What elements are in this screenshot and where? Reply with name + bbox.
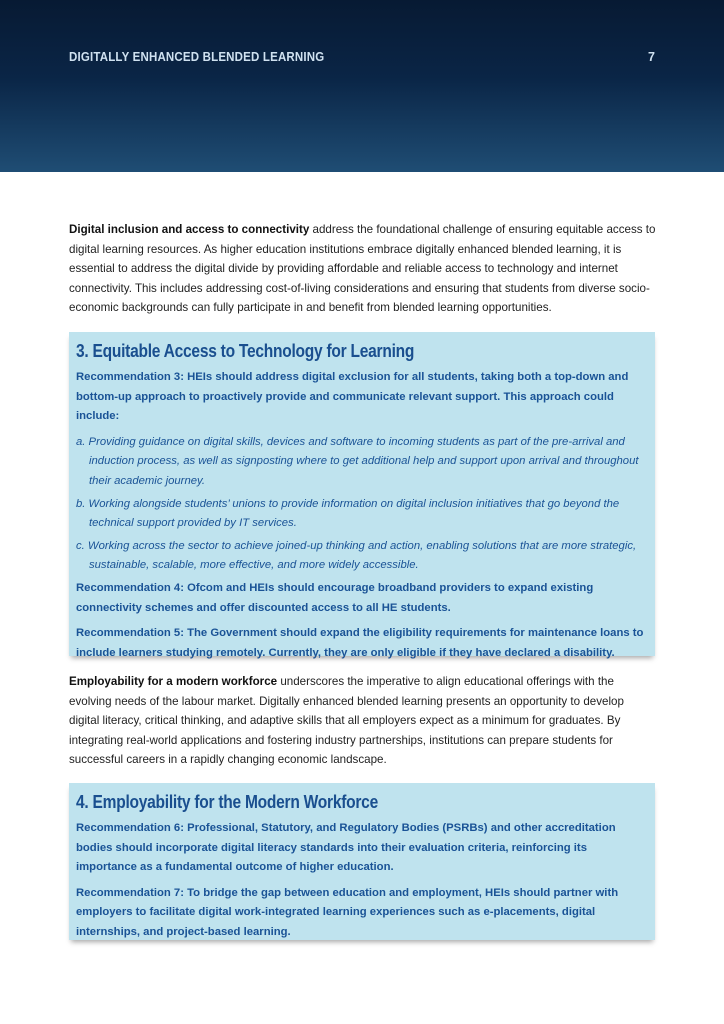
- page-header: [0, 0, 724, 172]
- document-title: DIGITALLY ENHANCED BLENDED LEARNING: [69, 50, 325, 64]
- page-number: 7: [648, 50, 655, 64]
- paragraph-text: underscores the imperative to align educational offerings with the evolving needs of the labour market. Digitally enhanced blended learning presents an opportunity to develop digital literacy, critical thinking, and adaptive skills that all employers expect as a minimum for graduates. By integrating real-world applications and fostering industry partnerships, institutions can prepare students for successful careers in a rapidly changing economic landscape.: [69, 675, 624, 767]
- recommendation-box-employability: [69, 783, 655, 940]
- box-title: 4. Employability for the Modern Workforce: [76, 791, 378, 812]
- paragraph-text: address the foundational challenge of ensuring equitable access to digital learning resources. As higher education institutions embrace digitally enhanced blended learning, it is essential to address the digital divide by providing affordable and reliable access to technology and internet connectivity. This includes addressing cost-of-living considerations and ensuring that students from diverse socio-economic backgrounds can fully participate in and benefit from blended learning opportunities.: [69, 223, 656, 315]
- recommendation-box-equitable-access: [69, 332, 655, 659]
- recommendation-7: Recommendation 7: To bridge the gap between education and employment, HEIs should partner with employers to facilitate digital work-integrated learning experiences such as e-placements, digital internships, and project-based learning.: [76, 886, 619, 938]
- list-item: c. Working across the sector to achieve joined-up thinking and action, enabling solutions that are more strategic, sustainable, scalable, more effective, and more widely accessible.: [76, 539, 637, 572]
- paragraph-employability: [69, 672, 657, 770]
- paragraph-lead: Employability for a modern workforce: [69, 675, 278, 688]
- paragraph-digital-inclusion: [69, 220, 657, 318]
- recommendation-6: Recommendation 6: Professional, Statutory, and Regulatory Bodies (PSRBs) and other accreditation bodies should incorporate digital literacy standards into their evaluation criteria, reinforcing its importance as a fundamental outcome of higher education.: [76, 822, 616, 874]
- list-item: a. Providing guidance on digital skills, devices and software to incoming students as part of the pre-arrival and induction process, as well as signposting where to get additional help and support upon arrival and throughout their academic journey.: [76, 435, 639, 487]
- list-item: b. Working alongside students’ unions to provide information on digital inclusion initiatives that go beyond the technical support provided by IT services.: [76, 497, 620, 530]
- recommendation-5: Recommendation 5: The Government should expand the eligibility requirements for maintenance loans to include learners studying remotely. Currently, they are only eligible if they have declared a disability.: [76, 627, 644, 659]
- paragraph-lead: Digital inclusion and access to connectivity: [69, 223, 310, 236]
- recommendation-3: Recommendation 3: HEIs should address digital exclusion for all students, taking both a top-down and bottom-up approach to proactively provide and communicate relevant support. This approach could include:: [76, 371, 629, 423]
- recommendation-4: Recommendation 4: Ofcom and HEIs should encourage broadband providers to expand existing connectivity schemes and offer discounted access to all HE students.: [76, 581, 594, 614]
- box-title: 3. Equitable Access to Technology for Learning: [76, 340, 415, 361]
